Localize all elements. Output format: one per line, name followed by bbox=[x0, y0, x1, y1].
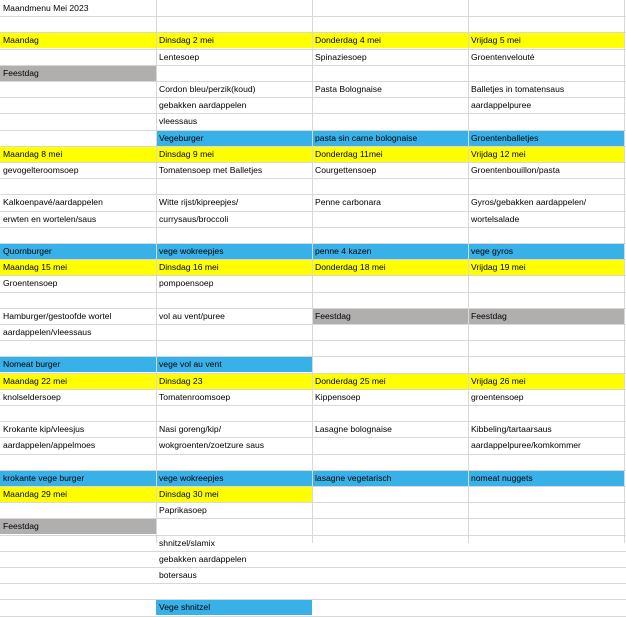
sheet-cell[interactable]: Vrijdag 12 mei bbox=[471, 148, 526, 159]
sheet-cell[interactable]: Feestdag bbox=[471, 310, 507, 321]
sheet-cell[interactable]: Groentenvelouté bbox=[471, 51, 535, 62]
sheet-cell[interactable]: Paprikasoep bbox=[159, 505, 207, 516]
sheet-cell[interactable]: wortelsalade bbox=[471, 213, 520, 224]
sheet-cell[interactable]: Maandag bbox=[3, 35, 39, 46]
sheet-cell[interactable]: Lentesoep bbox=[159, 51, 200, 62]
grid-row-line bbox=[0, 486, 626, 487]
sheet-cell[interactable]: Donderdag 11mei bbox=[315, 148, 383, 159]
sheet-cell[interactable]: botersaus bbox=[159, 570, 197, 580]
sheet-cell[interactable]: shnitzel/slamix bbox=[159, 537, 215, 548]
sheet-cell[interactable]: gevogelteroomsoep bbox=[3, 165, 79, 175]
grid-row-line bbox=[0, 599, 626, 600]
sheet-cell[interactable]: Tomatenroomsoep bbox=[159, 391, 231, 402]
sheet-cell[interactable]: Feestdag bbox=[3, 67, 39, 78]
grid-row-line bbox=[0, 340, 626, 341]
sheet-cell[interactable]: knolseldersoep bbox=[3, 391, 61, 402]
sheet-cell[interactable]: Dinsdag 16 mei bbox=[159, 262, 219, 273]
grid-row-line bbox=[0, 567, 626, 568]
sheet-cell[interactable]: Donderdag 4 mei bbox=[315, 35, 381, 46]
sheet-cell[interactable]: Penne carbonara bbox=[315, 197, 381, 208]
sheet-cell[interactable]: Groentensoep bbox=[3, 278, 58, 289]
sheet-cell[interactable]: Nasi goreng/kip/ bbox=[159, 424, 222, 435]
sheet-cell[interactable]: Maandag 29 mei bbox=[3, 489, 68, 499]
sheet-cell[interactable]: Tomatensoep met Balletjes bbox=[159, 165, 263, 175]
sheet-cell[interactable]: Vrijdag 5 mei bbox=[471, 35, 521, 46]
sheet-cell[interactable]: Feestdag bbox=[315, 310, 351, 321]
sheet-cell[interactable]: Gyros/gebakken aardappelen/ bbox=[471, 197, 587, 208]
sheet-cell[interactable]: Pasta Bolognaise bbox=[315, 84, 382, 94]
sheet-cell[interactable]: Maandag 22 mei bbox=[3, 375, 68, 386]
grid-row-line bbox=[0, 616, 626, 617]
sheet-cell[interactable]: vege wokreepjes bbox=[159, 472, 224, 483]
grid-row-line bbox=[0, 65, 626, 66]
sheet-cell[interactable]: vege vol au vent bbox=[159, 359, 222, 370]
sheet-cell[interactable]: Donderdag 25 mei bbox=[315, 375, 386, 386]
sheet-cell[interactable]: Vege shnitzel bbox=[159, 602, 211, 613]
sheet-cell[interactable]: pasta sin carne bolognaise bbox=[315, 132, 418, 143]
sheet-cell[interactable]: aardappelpuree bbox=[471, 100, 532, 111]
sheet-cell[interactable]: Dinsdag 30 mei bbox=[159, 489, 219, 499]
sheet-cell[interactable]: groentensoep bbox=[471, 391, 524, 402]
sheet-cell[interactable]: aardappelpuree/komkommer bbox=[471, 440, 581, 451]
sheet-cell[interactable]: Maandmenu Mei 2023 bbox=[3, 3, 89, 13]
grid-row-line bbox=[0, 275, 626, 276]
sheet-cell[interactable]: aardappelen/vleessaus bbox=[3, 327, 92, 337]
sheet-cell[interactable]: Quornburger bbox=[3, 246, 52, 256]
sheet-cell[interactable]: wokgroenten/zoetzure saus bbox=[159, 440, 265, 451]
grid-row-line bbox=[0, 178, 626, 179]
sheet-cell[interactable]: nomeat nuggets bbox=[471, 472, 533, 483]
sheet-cell[interactable]: Vegeburger bbox=[159, 132, 204, 143]
sheet-cell[interactable]: krokante vege burger bbox=[3, 472, 85, 483]
grid-row-line bbox=[0, 583, 626, 584]
grid-row-line bbox=[0, 324, 626, 325]
sheet-cell[interactable]: gebakken aardappelen bbox=[159, 553, 247, 564]
sheet-cell[interactable]: Kalkoenpavé/aardappelen bbox=[3, 197, 103, 208]
grid-row-line bbox=[0, 97, 626, 98]
sheet-cell[interactable]: Nomeat burger bbox=[3, 359, 61, 370]
sheet-cell[interactable]: Witte rijst/kipreepjes/ bbox=[159, 197, 239, 208]
sheet-cell[interactable]: Cordon bleu/perzik(koud) bbox=[159, 84, 256, 94]
sheet-cell[interactable]: vege wokreepjes bbox=[159, 246, 224, 256]
grid-row-line bbox=[0, 113, 626, 114]
grid-row-line bbox=[0, 292, 626, 293]
sheet-cell[interactable]: vleessaus bbox=[159, 116, 198, 127]
sheet-cell[interactable]: Hamburger/gestoofde wortel bbox=[3, 310, 112, 321]
sheet-cell[interactable]: Kibbeling/tartaarsaus bbox=[471, 424, 552, 435]
grid-row-line bbox=[0, 551, 626, 552]
sheet-cell[interactable]: Courgettensoep bbox=[315, 165, 377, 175]
sheet-cell[interactable]: vege gyros bbox=[471, 246, 514, 256]
sheet-cell[interactable]: Maandag 8 mei bbox=[3, 148, 63, 159]
sheet-cell[interactable]: Dinsdag 23 bbox=[159, 375, 203, 386]
sheet-cell[interactable]: Maandag 15 mei bbox=[3, 262, 68, 273]
grid-row-line bbox=[0, 16, 626, 17]
sheet-cell[interactable]: Feestdag bbox=[3, 521, 39, 532]
sheet-cell[interactable]: Spinaziesoep bbox=[315, 51, 367, 62]
grid-row-line bbox=[0, 227, 626, 228]
sheet-cell[interactable]: Groentenbouillon/pasta bbox=[471, 165, 560, 175]
sheet-cell[interactable]: pompoensoep bbox=[159, 278, 214, 289]
sheet-cell[interactable]: gebakken aardappelen bbox=[159, 100, 247, 111]
sheet-cell[interactable]: lasagne vegetarisch bbox=[315, 472, 392, 483]
sheet-cell[interactable]: vol au vent/puree bbox=[159, 310, 225, 321]
grid-row-line bbox=[0, 356, 626, 357]
sheet-cell[interactable]: aardappelen/appelmoes bbox=[3, 440, 96, 451]
grid-row-line bbox=[0, 518, 626, 519]
sheet-cell[interactable]: Dinsdag 2 mei bbox=[159, 35, 214, 46]
sheet-cell[interactable]: Krokante kip/vleesjus bbox=[3, 424, 85, 435]
grid-row-line bbox=[0, 454, 626, 455]
sheet-cell[interactable]: Dinsdag 9 mei bbox=[159, 148, 214, 159]
sheet-cell[interactable]: currysaus/broccoli bbox=[159, 213, 229, 224]
sheet-cell[interactable]: Balletjes in tomatensaus bbox=[471, 84, 565, 94]
sheet-cell[interactable]: Groentenballetjes bbox=[471, 132, 539, 143]
grid-row-line bbox=[0, 502, 626, 503]
grid-row-line bbox=[0, 405, 626, 406]
sheet-cell[interactable]: Vrijdag 19 mei bbox=[471, 262, 526, 273]
sheet-cell[interactable]: Lasagne bolognaise bbox=[315, 424, 392, 435]
sheet-cell[interactable]: penne 4 kazen bbox=[315, 246, 372, 256]
grid-row-line bbox=[0, 535, 626, 536]
sheet-cell[interactable]: Donderdag 18 mei bbox=[315, 262, 386, 273]
sheet-cell[interactable]: erwten en wortelen/saus bbox=[3, 213, 97, 224]
sheet-cell[interactable]: Vrijdag 26 mei bbox=[471, 375, 526, 386]
sheet-cell[interactable]: Kippensoep bbox=[315, 391, 361, 402]
